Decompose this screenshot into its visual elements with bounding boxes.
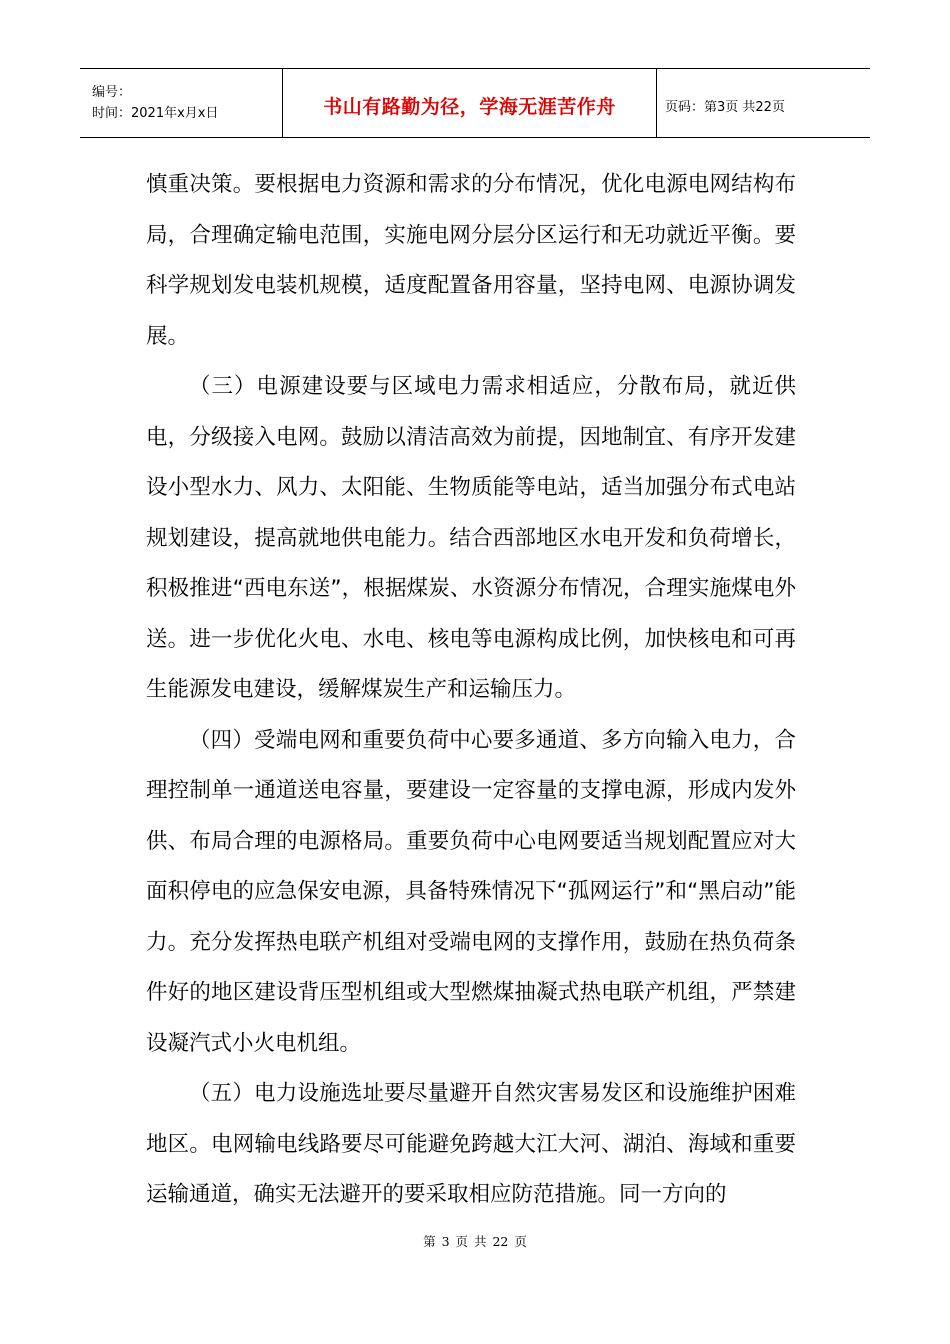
paragraph-section-5: （五）电力设施选址要尽量避开自然灾害易发区和设施维护困难地区。电网输电线路要尽可能避免跨越大江大河、湖泊、海域和重要运输通道，确实无法避开的要采取相应防范措施。同一方向的 xyxy=(146,1081,796,1207)
document-body xyxy=(146,160,796,1221)
paragraph-continued: 慎重决策。要根据电力资源和需求的分布情况，优化电源电网结构布局，合理确定输电范围，实施电网分层分区运行和无功就近平衡。要科学规划发电装机规模，适度配置备用容量，坚持电网、电源协调发展。 xyxy=(146,172,796,349)
document-time-label: 时间：2021年x月x日 xyxy=(92,106,219,121)
header-meta xyxy=(80,69,283,137)
header-motto-cell xyxy=(283,69,657,137)
header-page-info xyxy=(657,69,870,137)
header-page-label: 页码：第3页 共22页 xyxy=(665,99,785,115)
document-number-label: 编号： xyxy=(92,85,132,100)
page-footer: 第 3 页 共 22 页 xyxy=(423,1234,527,1249)
paragraph-section-3: （三）电源建设要与区域电力需求相适应，分散布局，就近供电，分级接入电网。鼓励以清洁高效为前提，因地制宜、有序开发建设小型水力、风力、太阳能、生物质能等电站，适当加强分布式电站规划建设，提高就地供电能力。结合西部地区水电开发和负荷增长，积极推进“西电东送”，根据煤炭、水资源分布情况，合理实施煤电外送。进一步优化火电、水电、核电等电源构成比例，加快核电和可再生能源发电建设，缓解煤炭生产和运输压力。 xyxy=(146,374,796,702)
document-header xyxy=(80,68,870,138)
paragraph-section-4: （四）受端电网和重要负荷中心要多通道、多方向输入电力，合理控制单一通道送电容量，要建设一定容量的支撑电源，形成内发外供、布局合理的电源格局。重要负荷中心电网要适当规划配置应对大面积停电的应急保安电源，具备特殊情况下“孤网运行”和“黑启动”能力。充分发挥热电联产机组对受端电网的支撑作用，鼓励在热负荷条件好的地区建设背压型机组或大型燃煤抽凝式热电联产机组，严禁建设凝汽式小火电机组。 xyxy=(146,727,796,1056)
header-motto: 书山有路勤为径，学海无涯苦作舟 xyxy=(323,95,616,118)
